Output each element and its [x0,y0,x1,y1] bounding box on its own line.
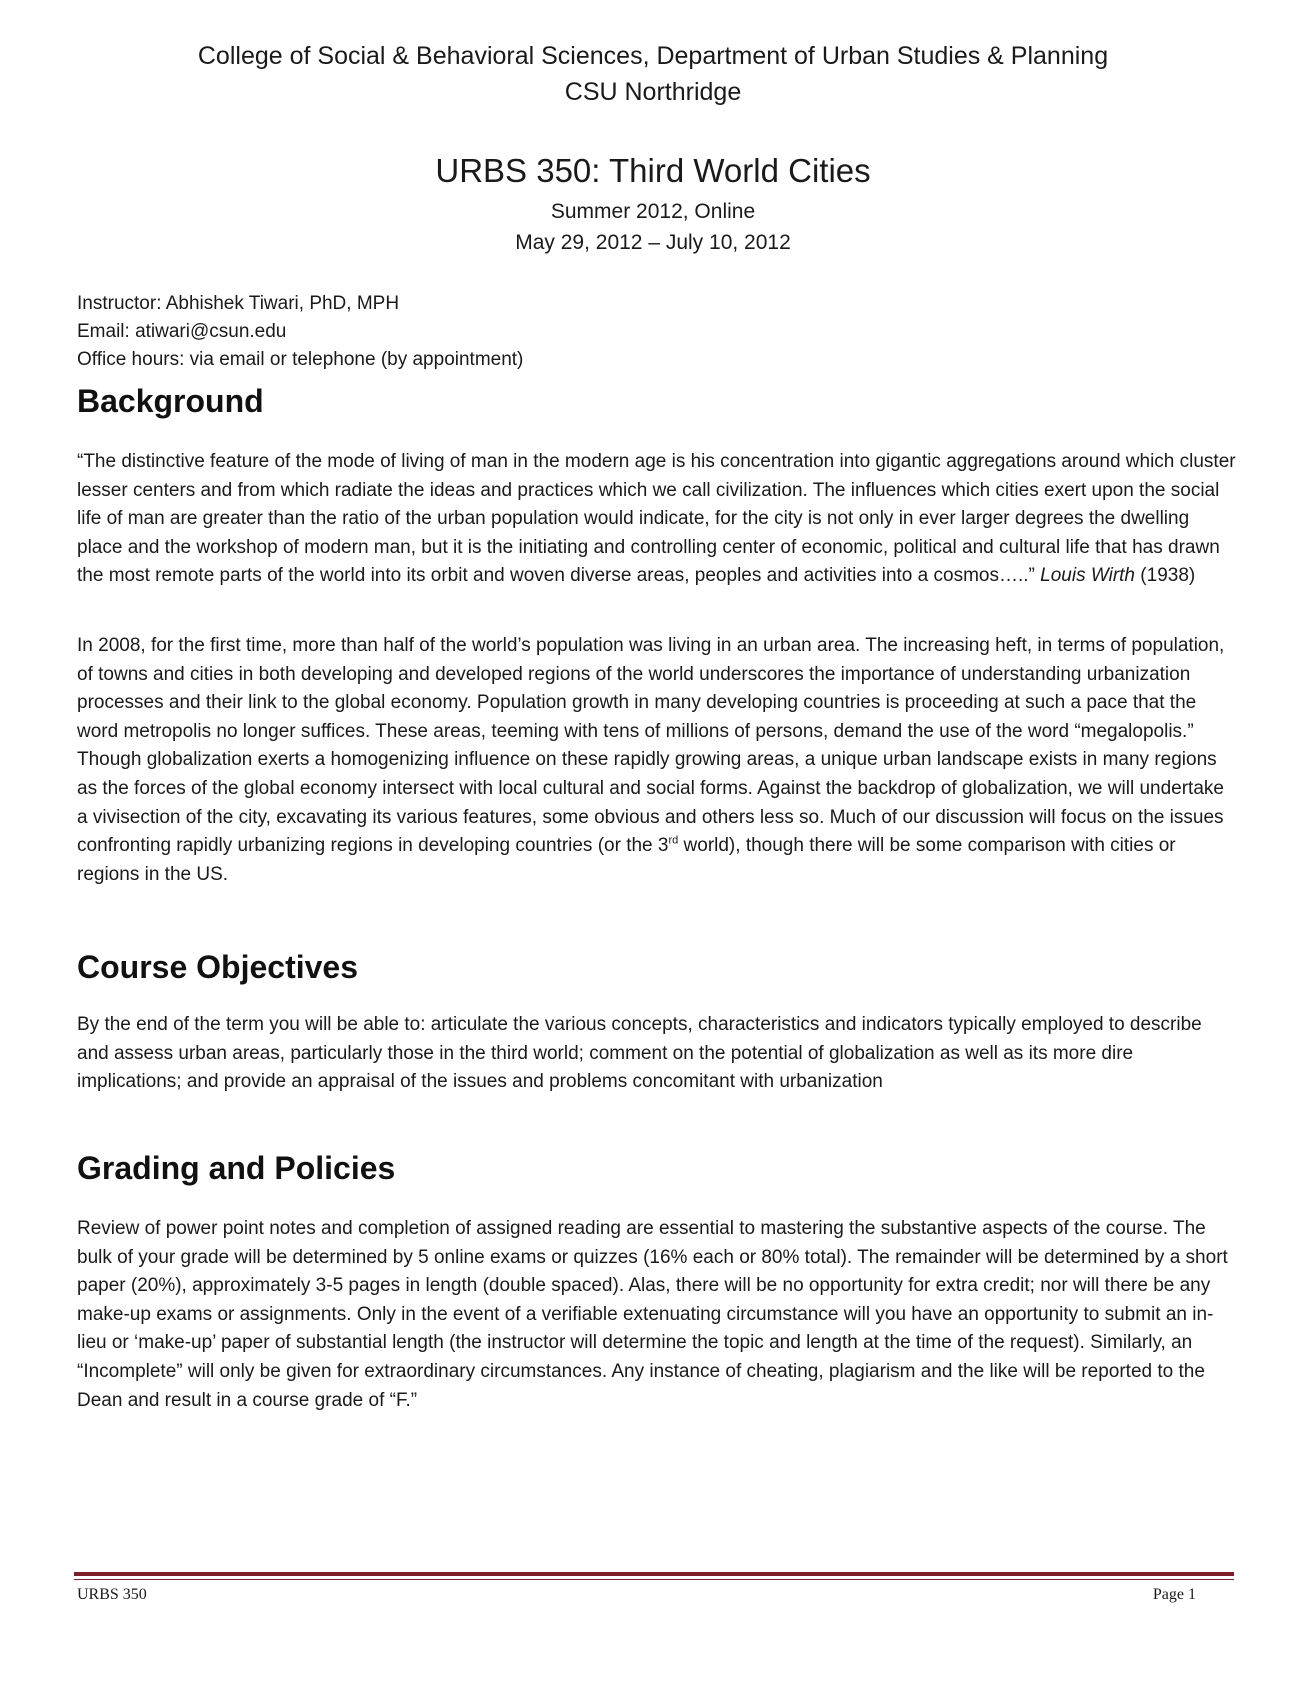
page-header [0,38,1306,110]
course-title: URBS 350: Third World Cities [435,152,871,189]
term-label: Summer 2012, Online [550,200,756,223]
footer-rule [74,1572,1234,1576]
footer-page-number: Page 1 [1152,1586,1196,1603]
paragraph-text: In 2008, for the first time, more than half of the world’s population was living in an urban area. The increasing heft, in terms of population, of towns and cities in both developing and developed regions of the world underscores the importance of understanding urbanization processes and their link to the global economy. Population growth in many developing countries is proceeding at such a pace that the word metropolis no longer suffices. These areas, teeming with tens of millions of persons, demand the use of the word “megalopolis.” Though globalization exerts a homogenizing influence on these rapidly growing areas, a unique urban landscape exists in many regions as the forces of the global economy intersect with local cultural and social forms. Against the backdrop of globalization, we will undertake a vivisection of the city, excavating its various features, some obvious and others less so. Much of our discussion will focus on the issues confronting rapidly urbanizing regions in developing countries (or the 3 [77,635,1225,857]
section-heading-background: Background [77,383,264,419]
footer-course-code: URBS 350 [77,1586,147,1603]
email-line: Email: atiwari@csun.edu [77,321,287,342]
college-line: College of Social & Behavioral Sciences, Department of Urban Studies & Planning [197,42,1109,70]
section-heading-objectives: Course Objectives [77,949,358,985]
paragraph-text-end: world), though there will be some comparison with cities or regions in the US. [77,835,1176,885]
footer-rule-thin [74,1579,1234,1580]
contact-block [77,290,523,374]
instructor-line: Instructor: Abhishek Tiwari, PhD, MPH [77,293,400,314]
grading-paragraph: Review of power point notes and completion of assigned reading are essential to mastering the substantive aspects of the course. The bulk of your grade will be determined by 5 online exams or quizzes (16% each or 80% total). The remainder will be determined by a short paper (20%), approximately 3-5 pages in length (double spaced). Alas, there will be no opportunity for extra credit; nor will there be any make-up exams or assignments. Only in the event of a verifiable extenuating circumstance will you have an opportunity to submit an in-lieu or ‘make-up’ paper of substantial length (the instructor will determine the topic and length at the time of the request). Similarly, an “Incomplete” will only be given for extraordinary circumstances. Any instance of cheating, plagiarism and the like will be reported to the Dean and result in a course grade of “F.” [77,1218,1228,1411]
background-quote [77,448,1237,591]
office-hours-line: Office hours: via email or telephone (by appointment) [77,349,524,370]
quote-author: Louis Wirth [1040,565,1136,587]
objectives-paragraph: By the end of the term you will be able to: articulate the various concepts, characteristics and indicators typically employed to describe and assess urban areas, particularly those in the third world; comment on the potential of globalization as well as its more dire implications; and provide an appraisal of the issues and problems concomitant with urbanization [77,1014,1202,1093]
university-name: CSU Northridge [564,78,742,106]
quote-text: “The distinctive feature of the mode of living of man in the modern age is his concentration into gigantic aggregations around which cluster lesser centers and from which radiate the ideas and practices which we call civilization. The influences which cities exert upon the social life of man are greater than the ratio of the urban population would indicate, for the city is not only in ever larger degrees the dwelling place and the workshop of modern man, but it is the initiating and controlling center of economic, political and cultural life that has drawn the most remote parts of the world into its orbit and woven diverse areas, peoples and activities into a cosmos…..” [77,451,1236,587]
background-paragraph [77,632,1237,889]
term-dates: May 29, 2012 – July 10, 2012 [515,231,791,254]
term-block [0,196,1306,258]
quote-year: (1938) [1135,565,1196,587]
ordinal-superscript: rd [668,834,679,847]
section-heading-grading: Grading and Policies [77,1150,396,1186]
